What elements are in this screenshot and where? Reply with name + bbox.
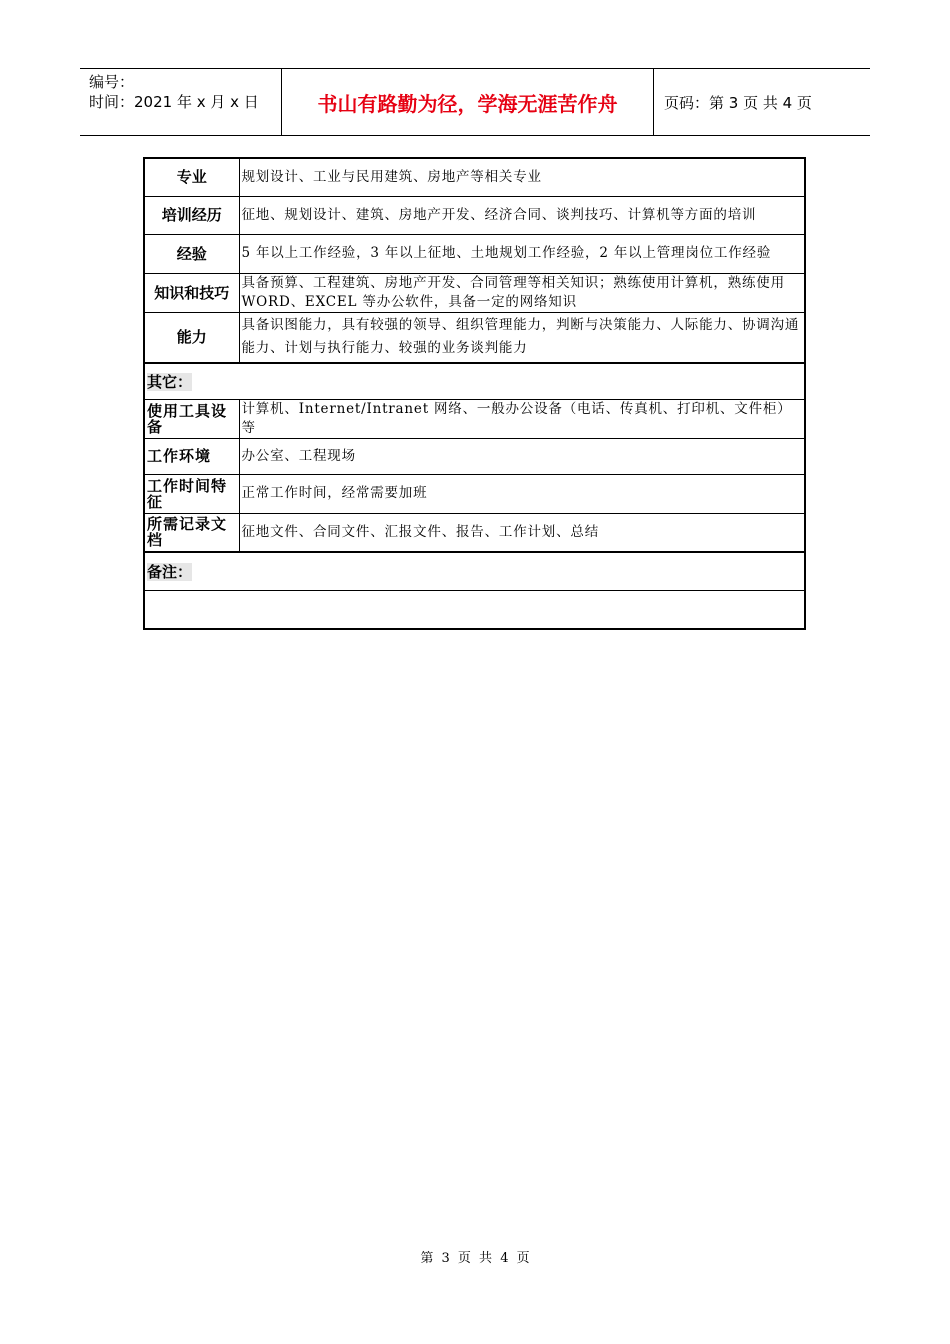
header-page-label: 页码：第 3 页 共 4 页 — [664, 93, 812, 112]
table-row — [144, 474, 805, 513]
row-value-knowledge: 具备预算、工程建筑、房地产开发、合同管理等相关知识；熟练使用计算机，熟练使用 WORD、EXCEL 等办公软件，具备一定的网络知识 — [239, 273, 805, 312]
page-header — [80, 68, 870, 136]
remarks-content — [144, 590, 805, 629]
row-value-work-time: 正常工作时间，经常需要加班 — [239, 474, 805, 513]
table-row — [144, 438, 805, 474]
job-spec-table — [143, 157, 806, 630]
row-value-training: 征地、规划设计、建筑、房地产开发、经济合同、谈判技巧、计算机等方面的培训 — [239, 196, 805, 234]
doc-number-label: 编号： — [89, 73, 135, 91]
header-motto: 书山有路勤为径，学海无涯苦作舟 — [282, 69, 654, 135]
table-row — [144, 399, 805, 438]
row-value-ability: 具备识图能力，具有较强的领导、组织管理能力，判断与决策能力、人际能力、协调沟通能力、计划与执行能力、较强的业务谈判能力 — [239, 312, 805, 363]
row-label-experience: 经验 — [144, 234, 239, 273]
row-label-major: 专业 — [144, 158, 239, 196]
remarks-content-row — [144, 590, 805, 629]
section-title-remarks: 备注： — [147, 562, 193, 581]
section-row-remarks — [144, 552, 805, 590]
row-label-ability: 能力 — [144, 312, 239, 363]
row-value-major: 规划设计、工业与民用建筑、房地产等相关专业 — [239, 158, 805, 196]
table-row — [144, 234, 805, 273]
row-label-training: 培训经历 — [144, 196, 239, 234]
table-row — [144, 158, 805, 196]
doc-time-label: 时间：2021 年 x 月 x 日 — [89, 93, 259, 111]
section-row-other — [144, 363, 805, 399]
table-row — [144, 196, 805, 234]
table-row — [144, 312, 805, 363]
row-value-tools: 计算机、Internet/Intranet 网络、一般办公设备（电话、传真机、打印机、文件柜）等 — [239, 399, 805, 438]
row-value-experience: 5 年以上工作经验，3 年以上征地、土地规划工作经验，2 年以上管理岗位工作经验 — [239, 234, 805, 273]
row-label-environment: 工作环境 — [144, 438, 239, 474]
page-footer: 第 3 页 共 4 页 — [420, 1251, 530, 1266]
row-value-environment: 办公室、工程现场 — [239, 438, 805, 474]
table-row — [144, 273, 805, 312]
row-label-tools: 使用工具设备 — [144, 399, 239, 438]
row-label-knowledge: 知识和技巧 — [144, 273, 239, 312]
section-title-other: 其它： — [147, 372, 193, 391]
row-label-documents: 所需记录文档 — [144, 513, 239, 552]
table-row — [144, 513, 805, 552]
row-label-work-time: 工作时间特征 — [144, 474, 239, 513]
row-value-documents: 征地文件、合同文件、汇报文件、报告、工作计划、总结 — [239, 513, 805, 552]
header-info — [80, 69, 282, 135]
